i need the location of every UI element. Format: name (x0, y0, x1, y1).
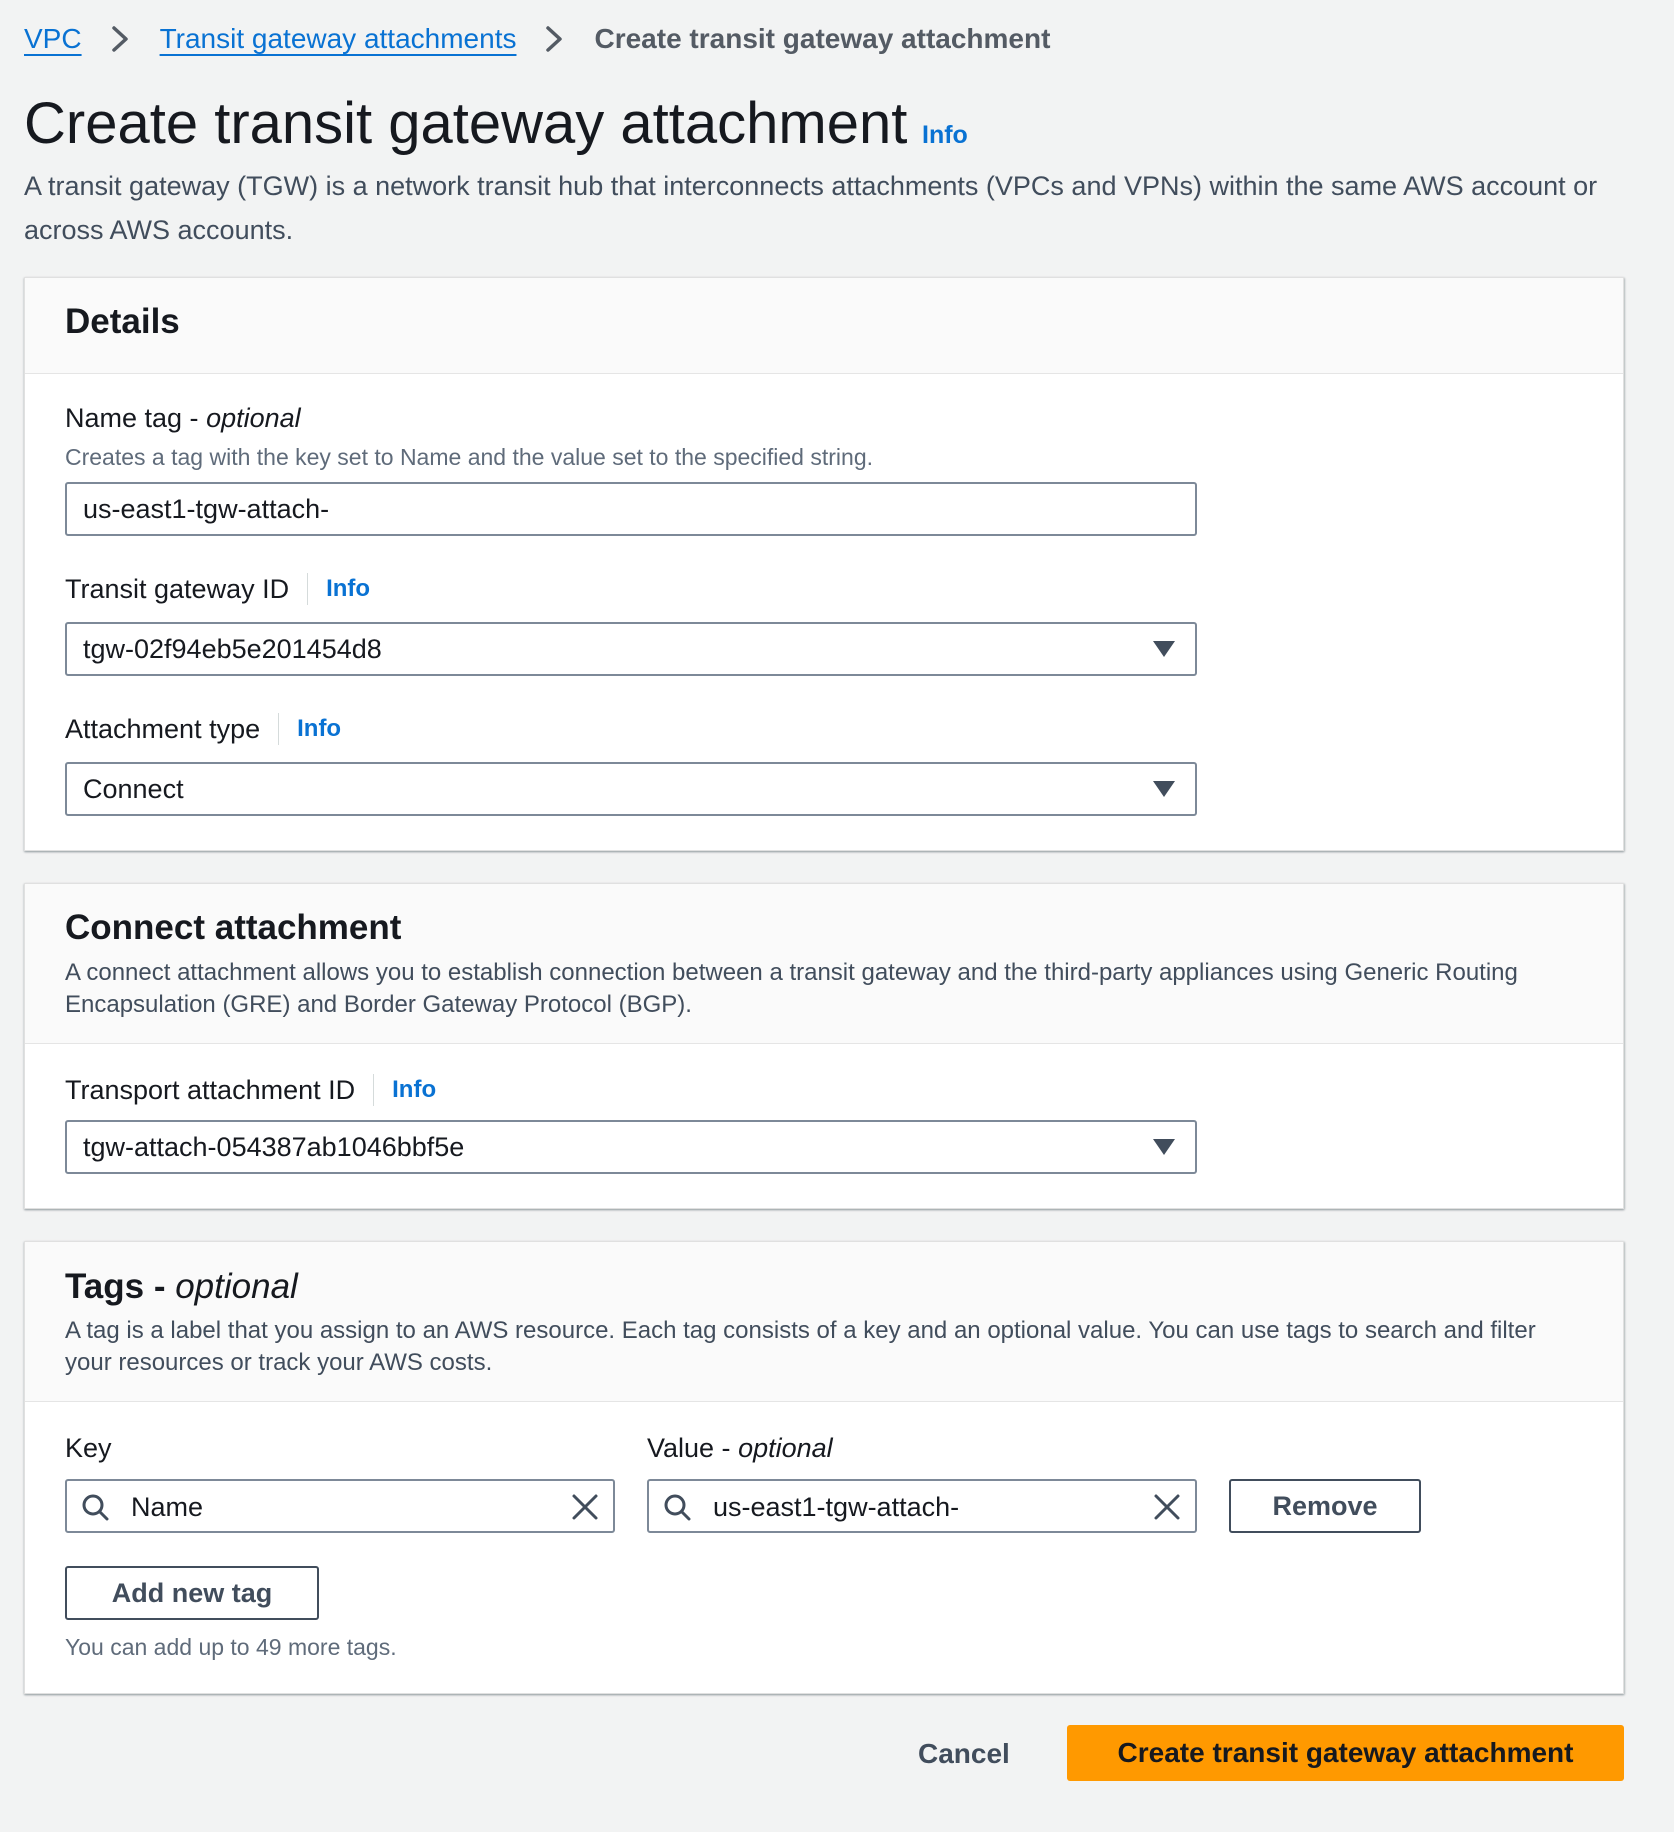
tgw-id-label (65, 573, 370, 605)
create-attachment-button[interactable]: Create transit gateway attachment (1067, 1725, 1624, 1781)
connect-title: Connect attachment (65, 908, 402, 947)
tag-value-input[interactable] (647, 1479, 1197, 1533)
tag-value-optional: optional (738, 1433, 833, 1463)
name-tag-value: us-east1-tgw-attach- (83, 493, 330, 524)
tags-limit-hint: You can add up to 49 more tags. (65, 1634, 397, 1660)
connect-panel-header (25, 884, 1623, 1044)
tgw-id-label-text: Transit gateway ID (65, 573, 290, 604)
divider (373, 1074, 374, 1106)
transport-attachment-label (65, 1074, 436, 1106)
connect-description: A connect attachment allows you to establish connection between a transit gateway and the third-party appliances using Generic Routing Encapsulation (GRE) and Border Gateway Protocol (BGP). (65, 959, 1518, 1018)
tags-title-optional: optional (175, 1267, 298, 1306)
remove-tag-button[interactable]: Remove (1229, 1479, 1421, 1533)
name-tag-optional: optional (206, 403, 301, 433)
attachment-type-label (65, 713, 341, 745)
title-info-link[interactable]: Info (922, 121, 968, 149)
attachment-type-value: Connect (83, 773, 184, 804)
breadcrumb-link-vpc[interactable]: VPC (24, 23, 82, 54)
tags-panel-header (25, 1242, 1623, 1402)
tag-key-value: Name (131, 1492, 204, 1522)
tags-description: A tag is a label that you assign to an AWS resource. Each tag consists of a key and an optional value. You can use tags to search and filter your resources or track your AWS costs. (65, 1317, 1536, 1376)
caret-down-icon (1153, 1139, 1175, 1155)
search-icon (663, 1493, 691, 1521)
tag-value-label (647, 1433, 833, 1464)
breadcrumb (24, 22, 1050, 56)
tag-value-value: us-east1-tgw-attach- (713, 1492, 960, 1522)
connect-attachment-panel (24, 883, 1624, 1209)
tags-title (65, 1267, 298, 1307)
close-icon[interactable] (571, 1493, 599, 1521)
name-tag-label-text: Name tag - (65, 403, 199, 433)
name-tag-input[interactable] (65, 482, 1197, 536)
tags-title-text: Tags - (65, 1267, 176, 1306)
chevron-right-icon (102, 22, 140, 56)
tag-key-input[interactable] (65, 1479, 615, 1533)
name-tag-label (65, 403, 301, 434)
attachment-type-select[interactable] (65, 762, 1197, 816)
add-new-tag-button[interactable]: Add new tag (65, 1566, 319, 1620)
caret-down-icon (1153, 781, 1175, 797)
details-title: Details (65, 302, 180, 341)
tag-key-label: Key (65, 1433, 112, 1463)
transport-attachment-label-text: Transport attachment ID (65, 1074, 356, 1105)
name-tag-hint: Creates a tag with the key set to Name and the value set to the specified string. (65, 444, 873, 470)
tag-value-label-text: Value - (647, 1433, 731, 1463)
attachment-type-info-link[interactable]: Info (297, 715, 342, 742)
page-description: A transit gateway (TGW) is a network transit hub that interconnects attachments (VPCs and VPNs) within the same AWS account or across AWS accounts. (24, 171, 1598, 245)
attachment-type-label-text: Attachment type (65, 713, 261, 744)
details-panel (24, 277, 1624, 851)
cancel-button[interactable]: Cancel (912, 1737, 1016, 1771)
details-panel-header (25, 278, 1623, 374)
divider (307, 573, 308, 605)
breadcrumb-current: Create transit gateway attachment (594, 23, 1051, 54)
breadcrumb-link-attachments[interactable]: Transit gateway attachments (159, 23, 517, 54)
transport-attachment-value: tgw-attach-054387ab1046bbf5e (83, 1131, 465, 1162)
chevron-right-icon (536, 22, 574, 56)
close-icon[interactable] (1153, 1493, 1181, 1521)
transport-attachment-select[interactable] (65, 1120, 1197, 1174)
divider (278, 713, 279, 745)
tgw-id-info-link[interactable]: Info (326, 575, 371, 602)
tgw-id-value: tgw-02f94eb5e201454d8 (83, 633, 382, 664)
tgw-id-select[interactable] (65, 622, 1197, 676)
page-title: Create transit gateway attachment (24, 91, 908, 156)
caret-down-icon (1153, 641, 1175, 657)
search-icon (81, 1493, 109, 1521)
transport-attachment-info-link[interactable]: Info (392, 1076, 437, 1103)
tags-panel (24, 1241, 1624, 1694)
